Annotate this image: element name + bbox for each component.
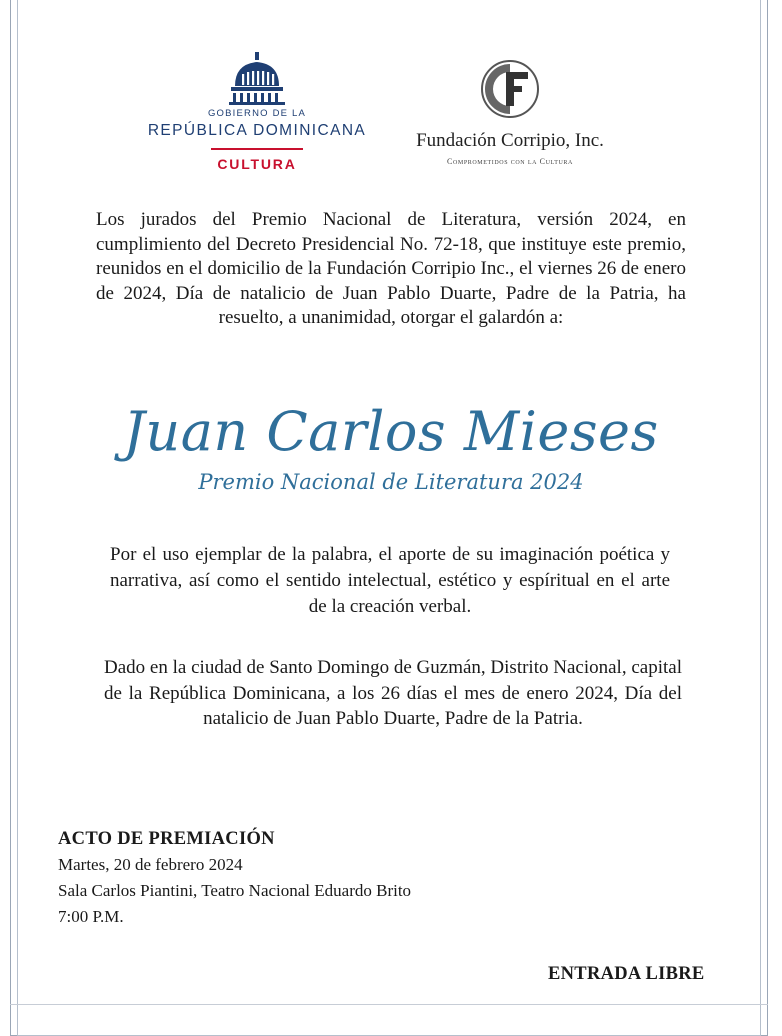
gov-line2: REPÚBLICA DOMINICANA — [147, 122, 367, 139]
intro-paragraph: Los jurados del Premio Nacional de Literatura, versión 2024, en cumplimiento del Decreto Presidencial No. 72-18, que instituye este premio, reunidos en el domicilio de la Fundación Corripio Inc., el viernes 26 de enero de 2024, Día de natalicio de Juan Pablo Duarte, Padre de la Patria, ha resuelto, a unanimidad, otorgar el galardón a: — [96, 209, 686, 329]
gov-line1: GOBIERNO DE LA — [207, 108, 307, 119]
award-title: Premio Nacional de Literatura 2024 — [198, 470, 584, 494]
government-logo — [132, 52, 382, 182]
free-entry-label: ENTRADA LIBRE — [548, 964, 705, 984]
ceremony-time: 7:00 P.M. — [58, 907, 124, 926]
awardee-name: Juan Carlos Mieses — [123, 400, 659, 463]
dome-icon — [227, 52, 287, 106]
foundation-name: Fundación Corripio, Inc. — [416, 130, 604, 151]
bottom-divider — [10, 1004, 768, 1005]
gov-line3: CULTURA — [217, 156, 297, 172]
given-paragraph: Dado en la ciudad de Santo Domingo de Guzmán, Distrito Nacional, capital de la República Dominicana, a los 26 días el mes de enero 2024, Día del natalicio de Juan Pablo Duarte, Padre de la Patria. — [104, 657, 682, 729]
fc-monogram-icon — [480, 58, 540, 120]
ceremony-date: Martes, 20 de febrero 2024 — [58, 855, 243, 874]
reason-paragraph: Por el uso ejemplar de la palabra, el aporte de su imaginación poética y narrativa, así como el sentido intelectual, estético y espíritual en el arte de la creación verbal. — [110, 544, 670, 617]
foundation-logo — [398, 58, 622, 178]
gov-red-rule — [211, 148, 303, 150]
foundation-tagline: Comprometidos con la Cultura — [447, 157, 573, 166]
ceremony-heading: ACTO DE PREMIACIÓN — [58, 829, 275, 849]
ceremony-venue: Sala Carlos Piantini, Teatro Nacional Eduardo Brito — [58, 881, 412, 900]
ceremony-block — [58, 826, 558, 930]
